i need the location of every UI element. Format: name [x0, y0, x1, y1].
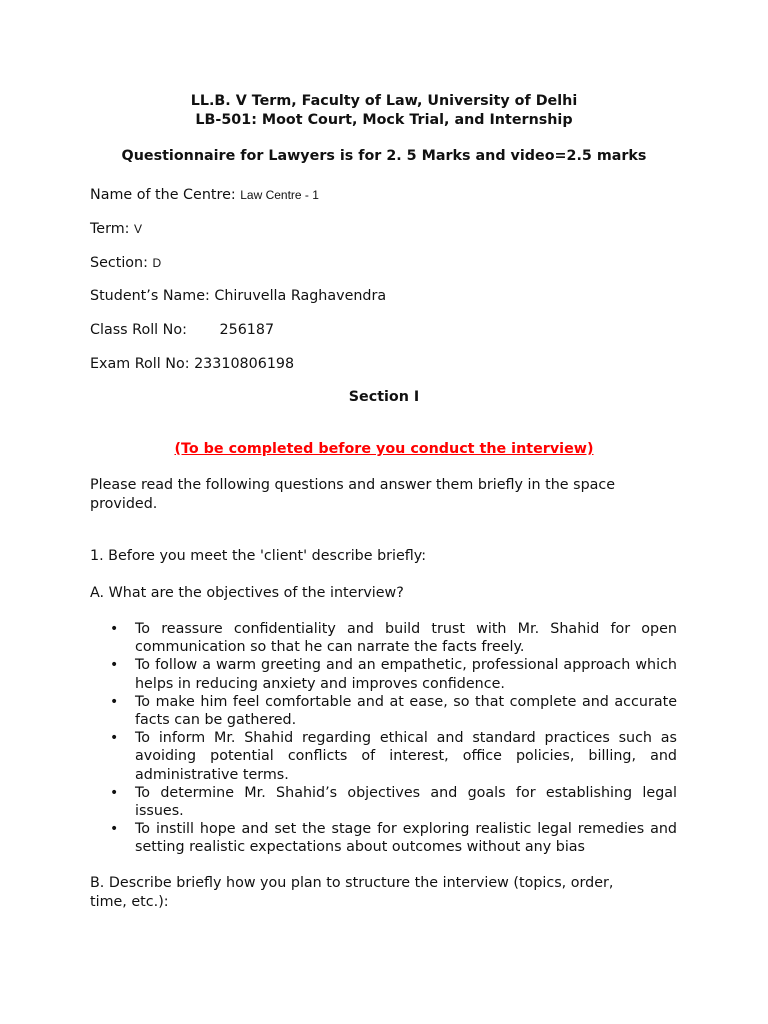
list-item-text: To follow a warm greeting and an empathetic, professional approach which helps in reducing anxiety and improves confidence.: [135, 657, 677, 692]
intro-paragraph: Please read the following questions and answer them briefly in the space provided.: [90, 477, 616, 512]
section-label: Section:: [90, 255, 148, 271]
centre-field: [90, 186, 319, 204]
section-value: D: [152, 256, 162, 270]
student-name-label: Student’s Name:: [90, 288, 210, 304]
question-1: 1. Before you meet the 'client' describe briefly:: [90, 548, 427, 564]
list-item: [90, 693, 677, 729]
bullet-icon: •: [110, 693, 119, 710]
list-item: [90, 620, 677, 656]
question-b: B. Describe briefly how you plan to structure the interview (topics, order, time, etc.):: [90, 875, 614, 910]
list-item-text: To reassure confidentiality and build trust with Mr. Shahid for open communication so that he can narrate the facts freely.: [135, 621, 677, 656]
student-name-field: [90, 287, 386, 305]
list-item: [90, 820, 677, 856]
centre-value: Law Centre - 1: [240, 188, 319, 202]
exam-roll-field: [90, 355, 294, 373]
list-item-text: To inform Mr. Shahid regarding ethical and standard practices such as avoiding potential conflicts of interest, office policies, billing, and administrative terms.: [135, 730, 677, 783]
list-item-text: To determine Mr. Shahid’s objectives and goals for establishing legal issues.: [135, 784, 677, 820]
section-field: [90, 254, 161, 272]
list-item: [90, 784, 677, 820]
student-name-value: Chiruvella Raghavendra: [214, 288, 387, 304]
term-value: V: [134, 222, 143, 236]
class-roll-value: 256187: [219, 322, 275, 338]
list-item-text: To make him feel comfortable and at ease, so that complete and accurate facts can be gathered.: [135, 693, 677, 729]
question-a: A. What are the objectives of the interview?: [90, 585, 404, 601]
bullet-icon: •: [110, 784, 119, 801]
exam-roll-value: 23310806198: [194, 356, 295, 372]
bullet-icon: •: [110, 621, 119, 637]
header-line-1: LL.B. V Term, Faculty of Law, University of Delhi: [190, 93, 578, 109]
list-item-text: To instill hope and set the stage for exploring realistic legal remedies and setting realistic expectations about outcomes without any bias: [135, 821, 677, 856]
list-item: [90, 729, 677, 784]
centre-label: Name of the Centre:: [90, 187, 236, 203]
exam-roll-label: Exam Roll No:: [90, 356, 190, 372]
class-roll-label: Class Roll No:: [90, 322, 187, 338]
objectives-list: [90, 620, 677, 857]
list-item: [90, 656, 677, 692]
section-instruction: (To be completed before you conduct the interview): [174, 441, 594, 457]
term-label: Term:: [90, 221, 130, 237]
header-line-3: Questionnaire for Lawyers is for 2. 5 Marks and video=2.5 marks: [121, 148, 647, 164]
bullet-icon: •: [110, 821, 119, 838]
term-field: [90, 220, 142, 238]
class-roll-field: [90, 321, 274, 339]
bullet-icon: •: [110, 657, 119, 674]
bullet-icon: •: [110, 730, 119, 747]
header-line-2: LB-501: Moot Court, Mock Trial, and Internship: [195, 112, 573, 128]
section-title: Section I: [348, 389, 420, 405]
